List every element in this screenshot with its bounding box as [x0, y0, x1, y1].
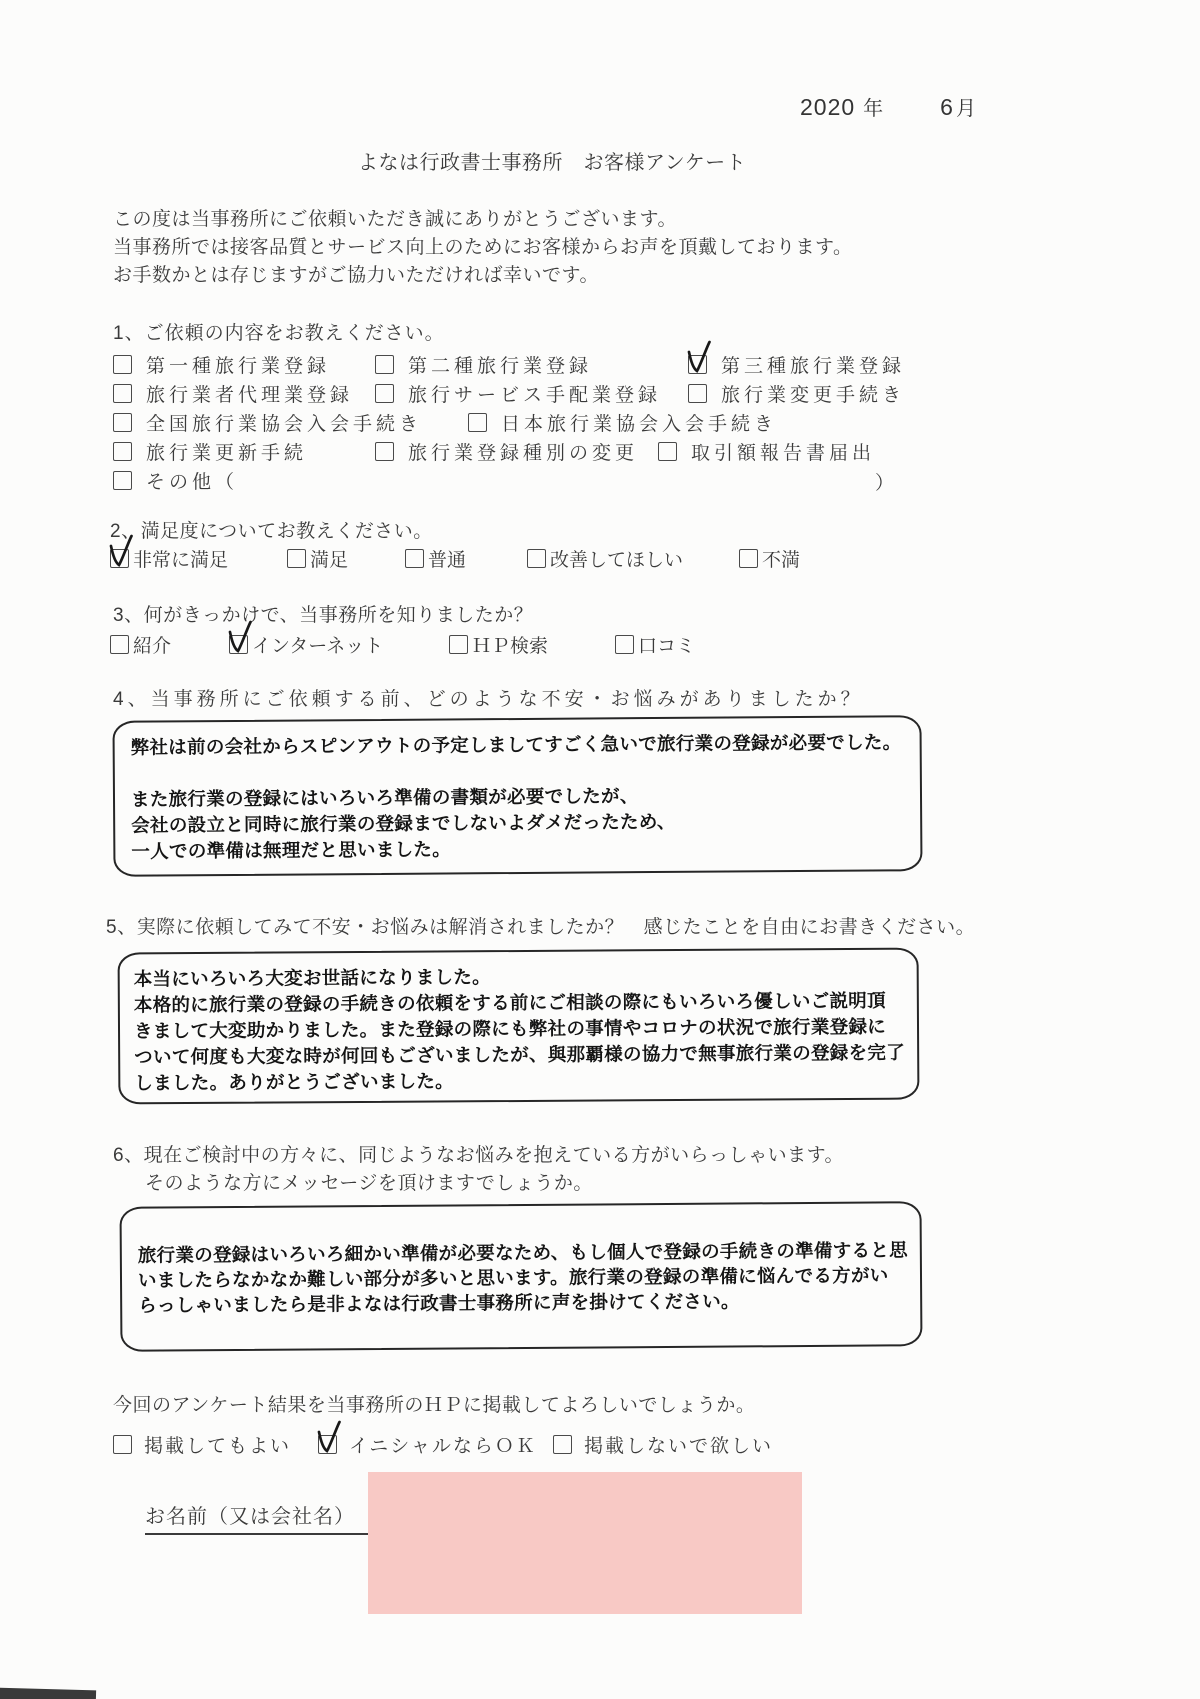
q5-answer-line-5: しました。ありがとうございました。: [134, 1070, 455, 1094]
q2-opt4-checkbox: [527, 549, 546, 568]
q2-options: [110, 544, 1010, 573]
q1-opt3-label: 第三種旅行業登録: [721, 356, 906, 377]
q3-opt2-checkbox: [229, 635, 248, 654]
publish-opt3-checkbox: [553, 1435, 572, 1454]
q1-row-3: [113, 408, 993, 437]
q1-other-close-paren: ）: [875, 473, 895, 494]
q1-opt9-label: 旅行業更新手続: [146, 443, 308, 464]
checkmark-icon: [315, 1419, 343, 1457]
q2-opt1-label: 非常に満足: [133, 550, 229, 571]
q2-heading: 2、満足度についてお教えください。: [110, 521, 433, 542]
q3-opt4-label: 口コミ: [638, 636, 696, 657]
q2-option-1: [110, 544, 287, 573]
q3-options: [110, 630, 930, 659]
q1-option-7: [113, 408, 468, 437]
q4-heading: 4、当事務所にご依頼する前、どのような不安・お悩みがありましたか？: [113, 689, 864, 710]
q5-heading: 5、実際に依頼してみて不安・お悩みは解消されましたか？ 感じたことを自由にお書きください。: [106, 917, 976, 938]
q3-option-2: [229, 630, 449, 659]
publish-option-2: [318, 1430, 553, 1459]
q5-answer-box: [118, 948, 920, 1105]
q3-opt2-label: インターネット: [252, 636, 384, 657]
page-title: よなは行政書士事務所 お客様アンケート: [358, 152, 747, 174]
q6-heading-line-1: 6、現在ご検討中の方々に、同じようなお悩みを抱えている方がいらっしゃいます。: [113, 1145, 845, 1166]
q1-opt6-checkbox: [688, 384, 707, 403]
scan-edge-artifact: [0, 1688, 96, 1699]
publish-opt3-label: 掲載しないで欲しい: [584, 1436, 774, 1457]
q4-answer-line-3: 会社の設立と同時に旅行業の登録までしないよダメだったため、: [131, 810, 676, 836]
date-year: 2020: [800, 94, 856, 120]
q1-options: [113, 350, 993, 495]
intro-line-2: 当事務所では接客品質とサービス向上のためにお客様からお声を頂戴しております。: [113, 237, 853, 258]
publish-option-1: [113, 1430, 318, 1459]
q1-option-10: [375, 437, 658, 466]
intro-paragraph: [113, 206, 852, 290]
q5-answer-line-3: きまして大変助かりました。また登録の際にも弊社の事情やコロナの状況で旅行業登録に: [133, 1015, 887, 1042]
q2-option-3: [405, 544, 527, 573]
q2-opt3-label: 普通: [428, 550, 467, 571]
q3-option-3: [449, 630, 615, 659]
q1-option-12: [113, 466, 923, 495]
q3-opt4-checkbox: [615, 635, 634, 654]
q3-heading: 3、何がきっかけで、当事務所を知りましたか？: [113, 605, 534, 626]
q1-option-5: [375, 379, 688, 408]
q1-opt4-label: 旅行業者代理業登録: [146, 385, 354, 406]
q2-opt2-label: 満足: [310, 550, 349, 571]
date-year-unit: 年: [863, 98, 885, 120]
q2-option-4: [527, 544, 739, 573]
q1-opt9-checkbox: [113, 442, 132, 461]
q5-answer-line-2: 本格的に旅行業の登録の手続きの依頼をする前にご相談の際にもいろいろ優しいご説明頂: [133, 989, 886, 1016]
survey-date: [800, 92, 977, 121]
q1-row-1: [113, 350, 993, 379]
q1-opt5-label: 旅行サービス手配業登録: [408, 385, 662, 406]
q1-opt7-checkbox: [113, 413, 132, 432]
q1-row-5: [113, 466, 923, 495]
publish-opt1-checkbox: [113, 1435, 132, 1454]
publish-options: [113, 1430, 913, 1459]
intro-line-1: この度は当事務所にご依頼いただき誠にありがとうございます。: [113, 209, 677, 230]
q2-option-5: [739, 544, 1010, 573]
q2-opt5-label: 不満: [762, 550, 801, 571]
q2-opt2-checkbox: [287, 549, 306, 568]
q1-option-3: [688, 350, 993, 379]
date-month: 6: [940, 94, 954, 120]
q1-row-4: [113, 437, 993, 466]
q1-opt2-checkbox: [375, 355, 394, 374]
q1-opt2-label: 第二種旅行業登録: [408, 356, 593, 377]
q1-heading: 1、ご依頼の内容をお教えください。: [113, 323, 445, 344]
intro-line-3: お手数かとは存じますがご協力いただければ幸いです。: [113, 265, 599, 286]
q1-opt12-checkbox: [113, 471, 132, 490]
q1-opt1-checkbox: [113, 355, 132, 374]
q4-answer-line-1: 弊社は前の会社からスピンアウトの予定しましてすごく急いで旅行業の登録が必要でした。: [130, 731, 902, 758]
q2-opt5-checkbox: [739, 549, 758, 568]
q1-opt10-checkbox: [375, 442, 394, 461]
q4-answer-line-2: また旅行業の登録にはいろいろ準備の書類が必要でしたが、: [130, 785, 639, 810]
q1-opt8-checkbox: [468, 413, 487, 432]
q1-option-8: [468, 408, 993, 437]
q6-heading-line-2: そのような方にメッセージを頂けますでしょうか。: [145, 1173, 593, 1194]
q3-opt1-label: 紹介: [133, 636, 172, 657]
publish-option-3: [553, 1430, 913, 1459]
q3-opt3-checkbox: [449, 635, 468, 654]
publish-opt1-label: 掲載してもよい: [144, 1436, 292, 1457]
name-field-label: お名前（又は会社名）: [145, 1506, 355, 1528]
publish-heading: 今回のアンケート結果を当事務所のＨＰに掲載してよろしいでしょうか。: [113, 1395, 756, 1416]
publish-opt2-checkbox: [318, 1435, 337, 1454]
q6-answer-line-2: いましたらなかなか難しい部分が多いと思います。旅行業の登録の準備に悩んでる方がい: [137, 1264, 889, 1291]
q2-option-2: [287, 544, 405, 573]
q3-opt1-checkbox: [110, 635, 129, 654]
q1-opt10-label: 旅行業登録種別の変更: [408, 443, 639, 464]
q1-opt11-label: 取引額報告書届出: [691, 443, 876, 464]
checkmark-icon: [107, 533, 135, 571]
q1-opt1-label: 第一種旅行業登録: [146, 356, 331, 377]
q1-opt5-checkbox: [375, 384, 394, 403]
q3-option-1: [110, 630, 229, 659]
q6-answer-box: [120, 1201, 923, 1352]
q1-opt6-label: 旅行業変更手続き: [721, 385, 906, 406]
q2-opt4-label: 改善してほしい: [550, 550, 684, 571]
q1-opt11-checkbox: [658, 442, 677, 461]
q4-answer-line-4: 一人での準備は無理だと思いました。: [131, 838, 452, 862]
q5-answer-line-1: 本当にいろいろ大変お世話になりました。: [133, 966, 491, 990]
q1-option-11: [658, 437, 993, 466]
q1-opt12-label: その他（: [146, 472, 239, 493]
q3-option-4: [615, 630, 930, 659]
q5-answer-line-4: ついて何度も大変な時が何回もございましたが、與那覇様の協力で無事旅行業の登録を完了: [134, 1041, 906, 1068]
q6-answer-line-3: らっしゃいましたら是非よなは行政書士事務所に声を掛けてください。: [138, 1290, 740, 1316]
date-month-unit: 月: [955, 98, 977, 120]
q1-opt7-label: 全国旅行業協会入会手続き: [146, 414, 423, 435]
q1-option-6: [688, 379, 993, 408]
q1-option-2: [375, 350, 688, 379]
q2-opt1-checkbox: [110, 549, 129, 568]
checkmark-icon: [226, 619, 254, 657]
q1-option-4: [113, 379, 375, 408]
q1-option-9: [113, 437, 375, 466]
checkmark-icon: [685, 339, 713, 377]
q1-opt3-checkbox: [688, 355, 707, 374]
q1-opt8-label: 日本旅行業協会入会手続き: [501, 414, 778, 435]
q1-row-2: [113, 379, 993, 408]
q6-answer-line-1: 旅行業の登録はいろいろ細かい準備が必要なため、もし個人で登録の手続きの準備すると思: [137, 1239, 908, 1266]
redaction-box: [368, 1472, 802, 1614]
q4-answer-box: [112, 715, 922, 877]
q3-opt3-label: ＨＰ検索: [472, 636, 549, 657]
q1-option-1: [113, 350, 375, 379]
q2-opt3-checkbox: [405, 549, 424, 568]
publish-opt2-label: イニシャルならＯＫ: [349, 1436, 537, 1457]
q1-opt4-checkbox: [113, 384, 132, 403]
